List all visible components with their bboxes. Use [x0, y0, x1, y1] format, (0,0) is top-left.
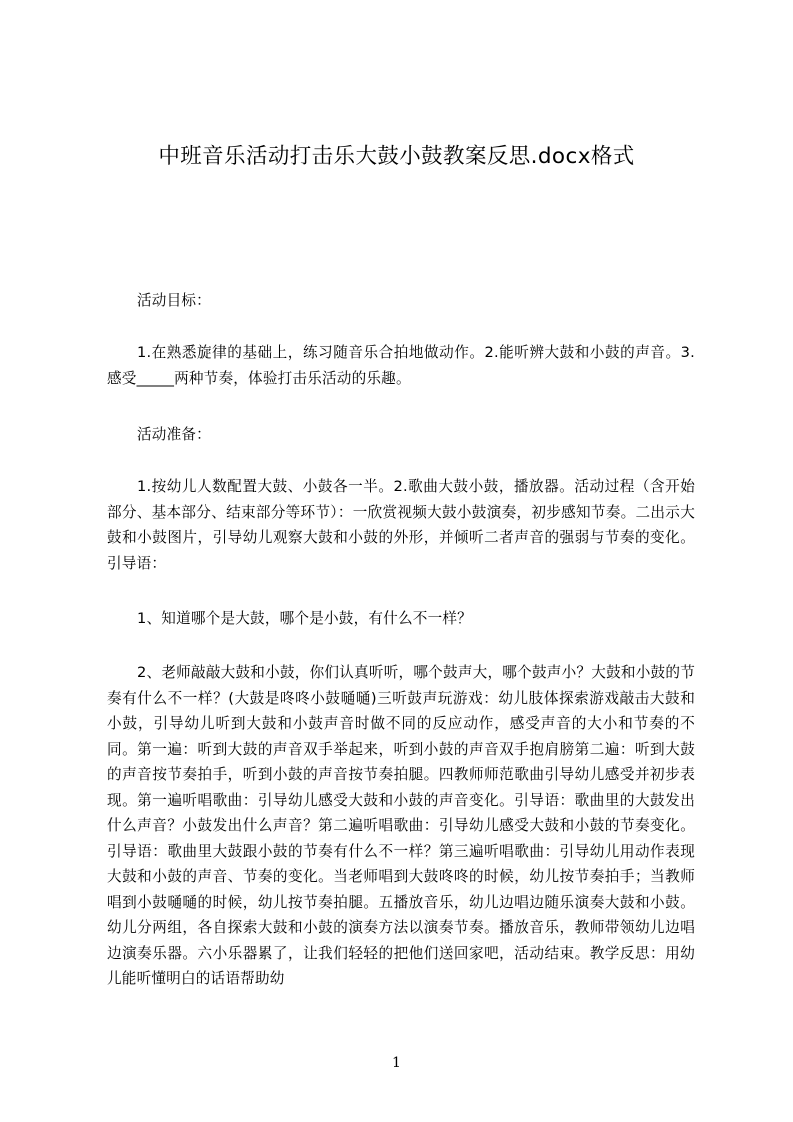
section-heading-goals: 活动目标：	[137, 292, 211, 309]
section-heading-preparation: 活动准备：	[137, 426, 211, 443]
paragraph-goals: 1.在熟悉旋律的基础上，练习随音乐合拍地做动作。2.能听辨大鼓和小鼓的声音。3.感受_____两种节奏，体验打击乐活动的乐趣。	[107, 344, 695, 387]
paragraph-question-2: 2、老师敲敲大鼓和小鼓，你们认真听听，哪个鼓声大，哪个鼓声小？大鼓和小鼓的节奏有什么不一样？(大鼓是咚咚小鼓嗵嗵)三听鼓声玩游戏：幼儿肢体探索游戏敲击大鼓和小鼓，引导幼儿听到大鼓和小鼓声音时做不同的反应动作，感受声音的大小和节奏的不同。第一遍：听到大鼓的声音双手举起来，听到小鼓的声音双手抱肩膀第二遍：听到大鼓的声音按节奏拍手，听到小鼓的声音按节奏拍腿。四教师师范歌曲引导幼儿感受并初步表现。第一遍听唱歌曲：引导幼儿感受大鼓和小鼓的声音变化。引导语：歌曲里的大鼓发出什么声音？小鼓发出什么声音？第二遍听唱歌曲：引导幼儿感受大鼓和小鼓的节奏变化。引导语：歌曲里大鼓跟小鼓的节奏有什么不一样？第三遍听唱歌曲：引导幼儿用动作表现大鼓和小鼓的声音、节奏的变化。当老师唱到大鼓咚咚的时候，幼儿按节奏拍手；当教师唱到小鼓嗵嗵的时候，幼儿按节奏拍腿。五播放音乐，幼儿边唱边随乐演奏大鼓和小鼓。幼儿分两组，各自探索大鼓和小鼓的演奏方法以演奏节奏。播放音乐，教师带领幼儿边唱边演奏乐器。六小乐器累了，让我们轻轻的把他们送回家吧，活动结束。教学反思：用幼儿能听懂明白的话语帮助幼	[107, 664, 695, 987]
page-number: 1	[392, 1055, 401, 1071]
document-title: 中班音乐活动打击乐大鼓小鼓教案反思.docx格式	[158, 144, 635, 169]
paragraph-question-1: 1、知道哪个是大鼓，哪个是小鼓，有什么不一样？	[137, 610, 472, 627]
paragraph-preparation: 1.按幼儿人数配置大鼓、小鼓各一半。2.歌曲大鼓小鼓，播放器。活动过程（含开始部分、基本部分、结束部分等环节）：一欣赏视频大鼓小鼓演奏，初步感知节奏。二出示大鼓和小鼓图片，引导幼儿观察大鼓和小鼓的外形，并倾听二者声音的强弱与节奏的变化。引导语：	[107, 478, 695, 572]
